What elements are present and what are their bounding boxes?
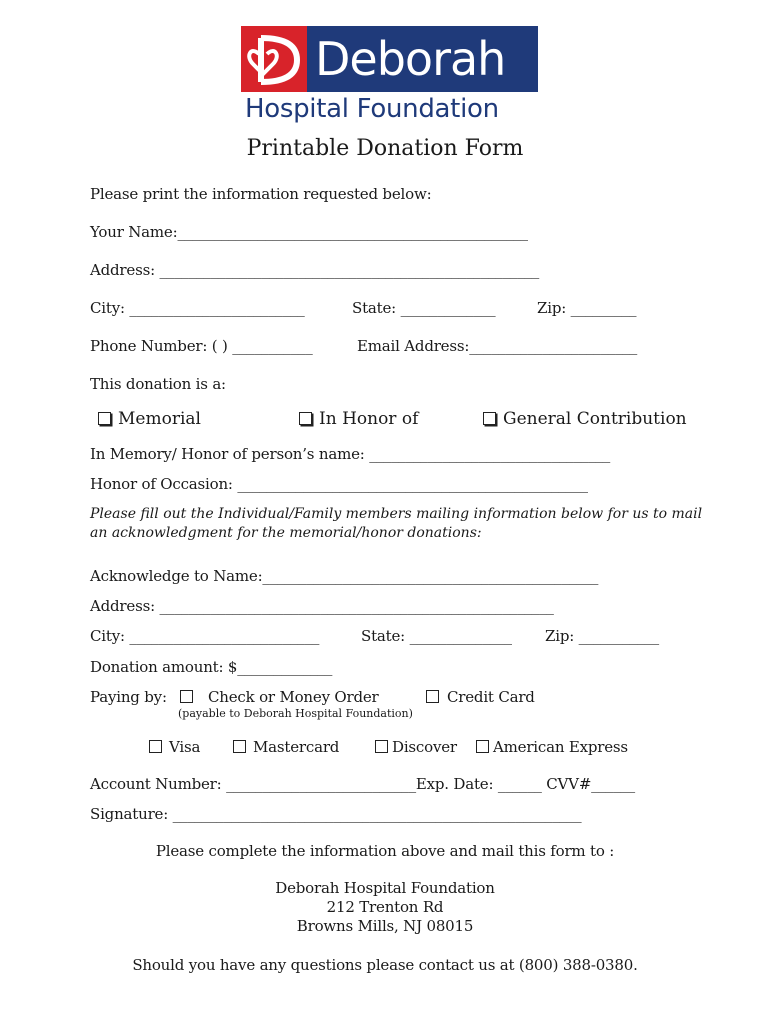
contact-info: Should you have any questions please contact us at (800) 388-0380.	[132, 956, 638, 974]
check-payable-note: (payable to Deborah Hospital Foundation)	[178, 707, 413, 720]
zip-field[interactable]: Zip: _________	[537, 299, 637, 317]
american-express-checkbox[interactable]	[476, 738, 628, 756]
memorial-label: Memorial	[118, 409, 201, 429]
ack-state-field[interactable]: State: ______________	[361, 627, 512, 645]
checkbox-icon	[299, 412, 312, 425]
memorial-checkbox[interactable]	[98, 409, 201, 429]
email-field[interactable]: Email Address:_______________________	[357, 337, 638, 355]
account-number-field[interactable]: Account Number: __________________________Exp. Date: ______ CVV#______	[90, 775, 635, 793]
heart-emblem-icon	[241, 26, 307, 92]
memory-honor-name-field[interactable]: In Memory/ Honor of person’s name: _________________________________	[90, 445, 611, 463]
mail-address-line-2: 212 Trenton Rd	[326, 898, 444, 916]
ack-address-field[interactable]: Address: ______________________________________________________	[90, 597, 554, 615]
your-name-field[interactable]: Your Name:________________________________________________	[90, 223, 528, 241]
in-honor-checkbox[interactable]	[299, 409, 418, 429]
credit-card-label: Credit Card	[447, 688, 535, 706]
ack-city-field[interactable]: City: __________________________	[90, 627, 320, 645]
city-field[interactable]: City: ________________________	[90, 299, 305, 317]
checkbox-icon	[375, 740, 388, 753]
mastercard-label: Mastercard	[253, 738, 340, 756]
logo-wordmark: Deborah	[307, 26, 538, 92]
ack-name-field[interactable]: Acknowledge to Name:______________________________________________	[90, 567, 599, 585]
paying-by-label: Paying by:	[90, 688, 167, 706]
checkbox-icon	[233, 740, 246, 753]
mastercard-checkbox[interactable]	[233, 738, 339, 756]
logo	[241, 26, 538, 92]
mail-address-line-1: Deborah Hospital Foundation	[275, 879, 495, 897]
checkbox-icon	[476, 740, 489, 753]
intro-text: Please print the information requested below:	[90, 185, 432, 203]
general-contribution-checkbox[interactable]	[483, 409, 687, 429]
checkbox-icon	[426, 690, 439, 703]
checkbox-icon	[483, 412, 496, 425]
discover-label: Discover	[392, 738, 457, 756]
address-field[interactable]: Address: ____________________________________________________	[90, 261, 540, 279]
phone-field[interactable]: Phone Number: ( ) ___________	[90, 337, 313, 355]
checkbox-icon	[98, 412, 111, 425]
in-honor-label: In Honor of	[319, 409, 419, 429]
visa-label: Visa	[169, 738, 201, 756]
donation-amount-field[interactable]: Donation amount: $_____________	[90, 658, 333, 676]
checkbox-icon	[149, 740, 162, 753]
check-money-order-checkbox[interactable]	[180, 688, 379, 706]
signature-field[interactable]: Signature: ________________________________________________________	[90, 805, 582, 823]
instruction-line-1: Please fill out the Individual/Family members mailing information below for us to mail	[90, 506, 703, 522]
instruction-line-2: an acknowledgment for the memorial/honor donations:	[90, 525, 482, 541]
donation-type-label: This donation is a:	[90, 375, 226, 393]
state-field[interactable]: State: _____________	[352, 299, 496, 317]
ack-zip-field[interactable]: Zip: ___________	[545, 627, 659, 645]
general-contribution-label: General Contribution	[503, 409, 687, 429]
discover-checkbox[interactable]	[375, 738, 457, 756]
logo-subtitle: Hospital Foundation	[245, 94, 499, 124]
checkbox-icon	[180, 690, 193, 703]
mail-address-line-3: Browns Mills, NJ 08015	[296, 917, 474, 935]
credit-card-checkbox[interactable]	[426, 688, 535, 706]
mail-instruction: Please complete the information above and mail this form to :	[155, 842, 615, 860]
occasion-field[interactable]: Honor of Occasion: ________________________________________________	[90, 475, 588, 493]
page-title: Printable Donation Form	[246, 136, 524, 161]
visa-checkbox[interactable]	[149, 738, 200, 756]
check-money-order-label: Check or Money Order	[208, 688, 379, 706]
american-express-label: American Express	[493, 738, 628, 756]
